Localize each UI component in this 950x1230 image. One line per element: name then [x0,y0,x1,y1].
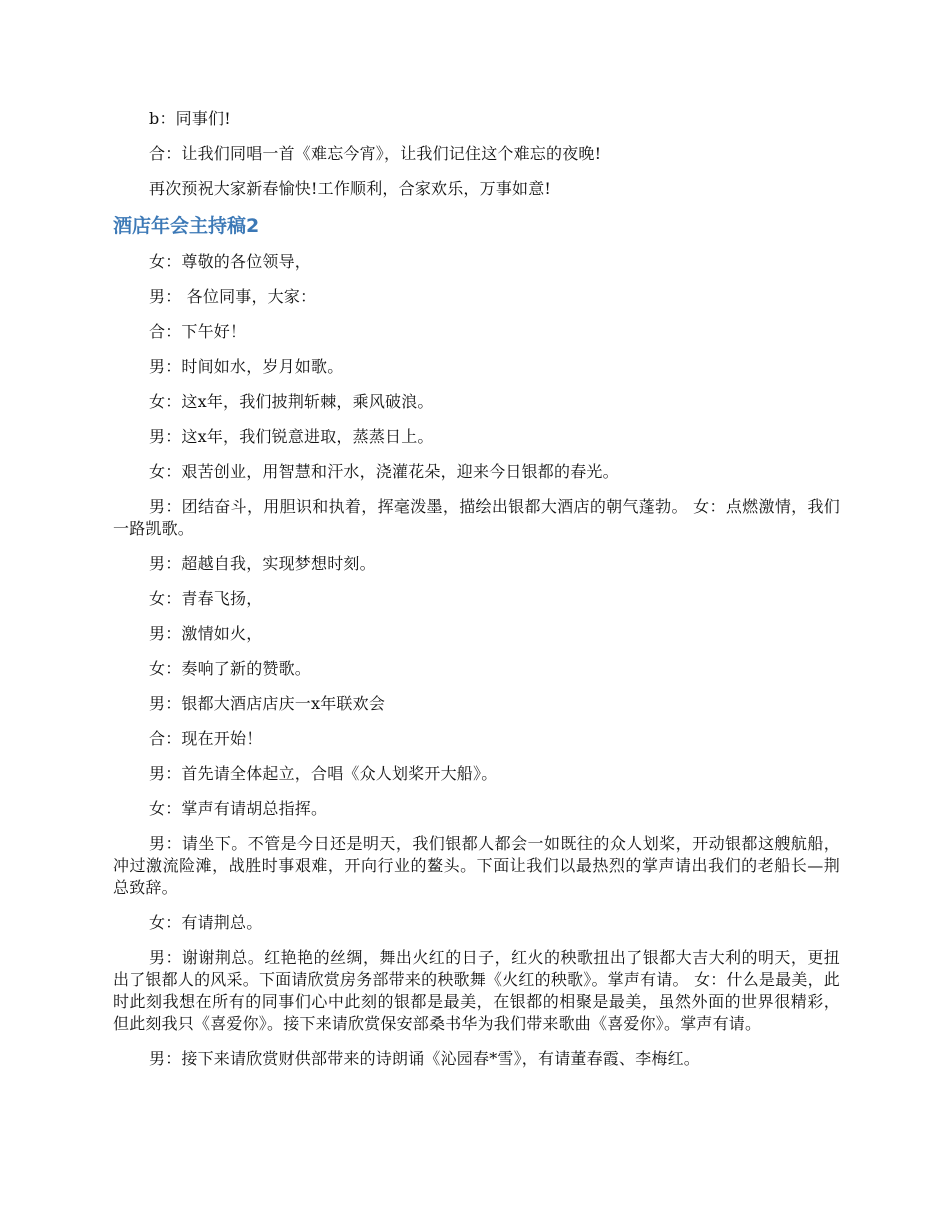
paragraph: 男：这x年，我们锐意进取，蒸蒸日上。 [149,427,434,446]
paragraph: 男： 各位同事，大家： [149,287,317,306]
document-body [113,108,840,1083]
paragraph: 合：下午好！ [149,322,247,341]
paragraph: 男：时间如水，岁月如歌。 [149,357,344,376]
paragraph: 男：首先请全体起立，合唱《众人划桨开大船》。 [149,764,498,783]
paragraph: 女：掌声有请胡总指挥。 [149,799,328,818]
paragraph: 男：银都大酒店店庆一x年联欢会 [149,694,386,713]
paragraph: 男：接下来请欣赏财供部带来的诗朗诵《沁园春*雪》，有请董春霞、李梅红。 [149,1049,701,1068]
section-heading: 酒店年会主持稿2 [113,215,260,237]
paragraph: 再次预祝大家新春愉快!工作顺利，合家欢乐，万事如意! [149,179,552,198]
paragraph: 女：尊敬的各位领导， [149,252,312,271]
paragraph: 合：现在开始！ [149,729,263,748]
paragraph: 男：团结奋斗，用胆识和执着，挥毫泼墨，描绘出银都大酒店的朝气蓬勃。 女：点燃激情，我们一路凯歌。 [113,497,840,538]
paragraph: 女：青春飞扬， [149,589,263,608]
paragraph: 男：谢谢荆总。红艳艳的丝绸，舞出火红的日子，红火的秧歌扭出了银都大吉大利的明天，更扭出了银都人的风采。下面请欣赏房务部带来的秧歌舞《火红的秧歌》。掌声有请。 女：什么是最美，此时此刻我想在所有的同事们心中此刻的银都是最美，在银都的相聚是最美，虽然外面的世界很精彩，但此刻我只《喜爱你》。接下来请欣赏保安部桑书华为我们带来歌曲《喜爱你》。掌声有请。 [113,948,840,1033]
paragraph: 女：奏响了新的赞歌。 [149,659,312,678]
paragraph: 男：超越自我，实现梦想时刻。 [149,554,376,573]
paragraph: 女：有请荆总。 [149,913,263,932]
paragraph: b：同事们! [149,109,231,128]
paragraph: 女：这x年，我们披荆斩棘，乘风破浪。 [149,392,434,411]
paragraph: 男：请坐下。不管是今日还是明天，我们银都人都会一如既往的众人划桨，开动银都这艘航船，冲过激流险滩，战胜时事艰难，开向行业的鳌头。下面让我们以最热烈的掌声请出我们的老船长—荆总致辞。 [113,834,840,897]
paragraph: 合：让我们同唱一首《难忘今宵》，让我们记住这个难忘的夜晚! [149,144,602,163]
paragraph: 男：激情如火， [149,624,263,643]
paragraph: 女：艰苦创业，用智慧和汗水，浇灌花朵，迎来今日银都的春光。 [149,462,619,481]
